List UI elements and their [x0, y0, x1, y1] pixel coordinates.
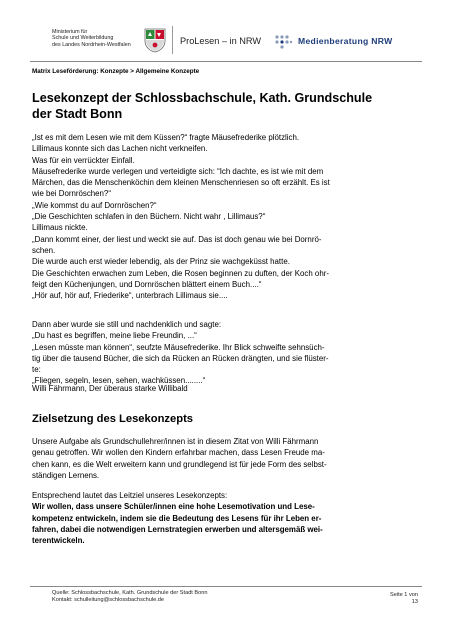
paragraph-line: Unsere Aufgabe als Grundschullehrer/innen ist in diesem Zitat von Willi Fährmann [32, 437, 319, 446]
story-line: „Wie kommst du auf Dornröschen?“ [32, 200, 157, 210]
story-line: wie bei Dornröschen?“ [32, 189, 111, 199]
ministry-line: des Landes Nordrhein-Westfalen [52, 41, 131, 48]
story-line: Märchen, das die Menschenköchin dem kleinen Menschenriesen so oft erzählt. Es ist [32, 178, 330, 188]
page-header [0, 0, 452, 62]
footer-rule [30, 586, 422, 587]
paragraph-line: chen kann, es die Welt erweitern kann und grundlegend ist für jede Form des selbst- [32, 459, 327, 469]
story-line: „Du hast es begriffen, meine liebe Freundin, ...“ [32, 331, 197, 341]
story-line: tig über die tausend Bücher, die sich da Rücken an Rücken drängten, und sie flüster- [32, 353, 329, 363]
title-line: Lesekonzept der Schlossbachschule, Kath. Grundschule [32, 91, 373, 105]
story-line: „Hör auf, hör auf, Friederike“, unterbrach Lillimaus sie.... [32, 291, 228, 301]
paragraph-line: genau getroffen. Wir wollen den Kindern erfahrbar machen, dass Lesen Freude ma- [32, 448, 325, 458]
section-heading: Zielsetzung des Lesekonzepts [32, 413, 194, 425]
story-excerpt [32, 132, 424, 301]
goal-paragraph [32, 436, 424, 481]
guiding-goal-line: fahren, dabei die notwendigen Lernstrategien erwerben und altersgemäß wei- [32, 524, 323, 534]
story-line: Die wurde auch erst wieder lebendig, als der Prinz sie wachgeküsst hatte. [32, 257, 290, 267]
page-number-line: Seite 1 von [390, 592, 418, 598]
ministry-line: Ministerium für [52, 29, 88, 35]
quote-source: Willi Fährmann, Der überaus starke Willibald [32, 384, 188, 393]
story-line: te: [32, 365, 41, 375]
story-line: Lillimaus nickte. [32, 223, 88, 233]
guiding-goal-line: Wir wollen, dass unsere Schüler/innen eine hohe Lesemotivation und Lese- [32, 502, 315, 512]
page-number-total: 13 [411, 599, 418, 606]
story-line: Lillimaus konnte sich das Lachen nicht verkneifen. [32, 144, 208, 154]
page-number [388, 592, 418, 607]
breadcrumb: Matrix Leseförderung: Konzepte > Allgemeine Konzepte [32, 68, 200, 75]
medienberatung-label: Medienberatung NRW [298, 36, 393, 46]
medienberatung-logo-icon [273, 33, 293, 49]
paragraph-line: Entsprechend lautet das Leitziel unseres Lesekonzepts: [32, 491, 228, 500]
prolesen-label: ProLesen – in NRW [180, 36, 262, 46]
story-line: schen. [32, 245, 56, 255]
story-continuation [32, 319, 424, 387]
story-line: feigt den Küchenjungen, und Dornröschen blättert einem Buch....“ [32, 279, 262, 289]
story-line: „Ist es mit dem Lesen wie mit dem Küssen?“ fragte Mäusefrederike plötzlich. [32, 133, 300, 142]
story-line: Mäusefrederike wurde verlegen und verteidigte sich: “Ich dachte, es ist wie mit dem [32, 166, 324, 176]
nrw-coat-of-arms-icon [143, 27, 167, 53]
guiding-goal-line: kompetenz entwickeln, indem sie die Bedeutung des Lesens für ihr Leben er- [32, 513, 322, 523]
title-line: der Stadt Bonn [32, 106, 123, 121]
ministry-name [52, 29, 131, 48]
story-line: Was für ein verrückter Einfall. [32, 155, 135, 165]
page-title [32, 91, 422, 122]
header-divider [172, 26, 173, 54]
story-line: „Lesen müsste man können“, seufzte Mäusefrederike. Ihr Blick schweifte sehnsüch- [32, 342, 325, 352]
story-line: Dann aber wurde sie still und nachdenklich und sagte: [32, 320, 222, 329]
story-line: Die Geschichten erwachen zum Leben, die Rosen beginnen zu duften, der Koch ohr- [32, 268, 329, 278]
story-line: „Dann kommt einer, der liest und weckt sie auf. Das ist doch genau wie bei Dornrö- [32, 234, 322, 244]
guiding-goal-line: terentwickeln. [32, 536, 85, 546]
paragraph-line: ständigen Lernens. [32, 470, 100, 480]
ministry-line: Schule und Weiterbildung [52, 35, 114, 42]
footer-contact-line: Kontakt: schulleitung@schlossbachschule.de [52, 597, 165, 604]
story-line: „Die Geschichten schlafen in den Büchern. Nicht wahr , Lillimaus?“ [32, 212, 266, 222]
story-line: „Fliegen, segeln, lesen, sehen, wachküssen........“ [32, 376, 206, 386]
footer-source-line: Quelle: Schlossbachschule, Kath. Grundschule der Stadt Bonn [52, 590, 208, 596]
footer-source [52, 590, 207, 605]
header-rule [30, 61, 422, 62]
guiding-goal-paragraph [32, 490, 424, 546]
